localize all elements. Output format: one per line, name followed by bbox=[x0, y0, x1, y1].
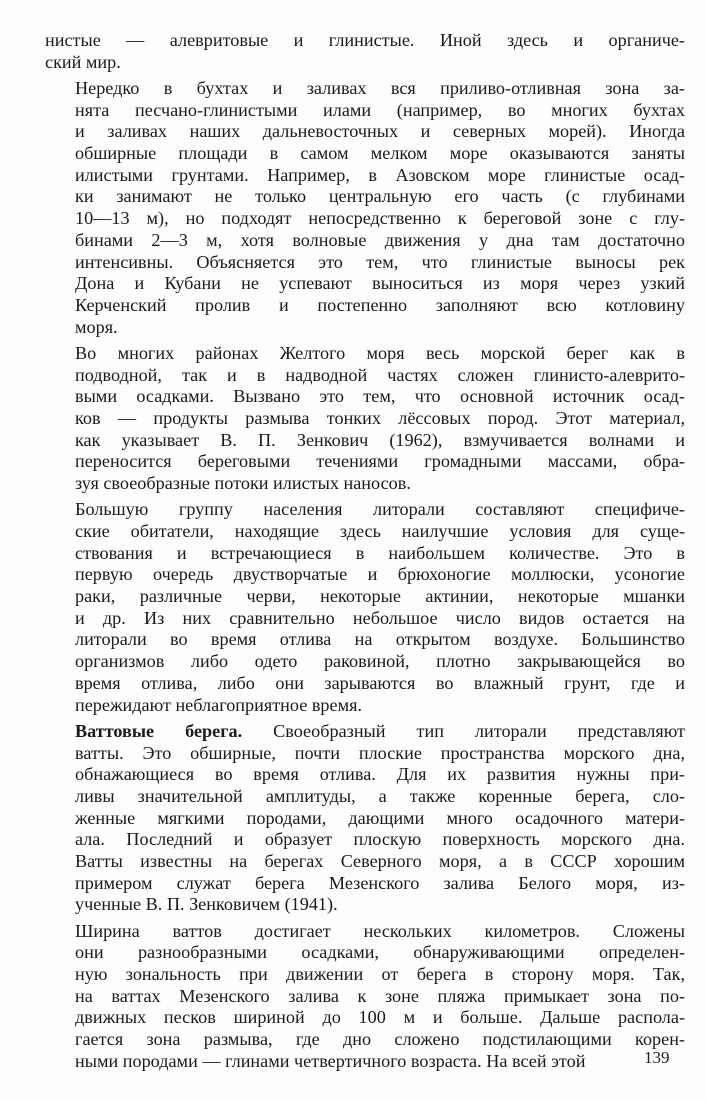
text-line: Ширина ваттов достигает нескольких километров. Сложены bbox=[75, 920, 685, 941]
text-line: ки занимают не только центральную его часть (с глубинами bbox=[75, 186, 685, 207]
text-line: ствования и встречающиеся в наибольшем количестве. Это в bbox=[75, 542, 685, 563]
text-line: Дона и Кубани не успевают выноситься из моря через узкий bbox=[75, 273, 685, 294]
text-line: зуя своеобразные потоки илистых наносов. bbox=[75, 473, 411, 494]
paragraph-p5 bbox=[45, 721, 685, 916]
page-text-column bbox=[45, 30, 685, 1077]
text-line: нистые — алевритовые и глинистые. Иной здесь и органиче- bbox=[45, 30, 685, 50]
text-line: движных песков шириной до 100 м и больше. Дальше распола- bbox=[75, 1007, 685, 1028]
text-line: нята песчано-глинистыми илами (например, во многих бухтах bbox=[75, 99, 685, 120]
text-line: 10—13 м), но подходят непосредственно к береговой зоне с глу- bbox=[75, 208, 685, 229]
text-line: пережидают неблагоприятное время. bbox=[75, 694, 363, 715]
paragraph-p2 bbox=[45, 78, 685, 338]
text-line: обнажающиеся во время отлива. Для их развития нужны при- bbox=[75, 764, 685, 785]
text-line bbox=[45, 721, 685, 743]
text-line: организмов либо одето раковиной, плотно закрывающейся во bbox=[75, 651, 685, 672]
text-line: они разнообразными осадками, обнаруживающими определен- bbox=[75, 942, 685, 963]
text-line: гается зона размыва, где дно сложено подстилающими корен- bbox=[75, 1029, 685, 1050]
text-line-content: Своеобразный тип литорали представляют bbox=[242, 720, 685, 741]
text-line: ские обитатели, находящие здесь наилучшие условия для суще- bbox=[75, 520, 685, 541]
text-line: ливы значительной амплитуды, а также коренные берега, сло- bbox=[75, 785, 685, 806]
text-line: и заливах наших дальневосточных и северных морей). Иногда bbox=[75, 121, 685, 142]
text-line: Ватты известны на берегах Северного моря, а в СССР хорошим bbox=[75, 851, 685, 872]
text-line: переносится береговыми течениями громадными массами, обра- bbox=[75, 451, 685, 472]
text-line: Во многих районах Желтого моря весь морской берег как в bbox=[75, 342, 685, 363]
text-line: илистыми грунтами. Например, в Азовском море глинистые осад- bbox=[75, 164, 685, 185]
text-line: и др. Из них сравнительно небольшое число видов остается на bbox=[75, 607, 685, 628]
text-line: первую очередь двустворчатые и брюхоногие моллюски, усоногие bbox=[75, 564, 685, 585]
section-heading: Ваттовые берега. bbox=[75, 720, 243, 741]
paragraph-p6 bbox=[45, 921, 685, 1073]
text-line: как указывает В. П. Зенкович (1962), взмучивается волнами и bbox=[75, 429, 685, 450]
text-line: литорали во время отлива на открытом воздухе. Большинство bbox=[75, 629, 685, 650]
text-line: на ваттах Мезенского залива к зоне пляжа примыкает зона по- bbox=[75, 985, 685, 1006]
text-line: ский мир. bbox=[45, 51, 121, 72]
text-line: подводной, так и в надводной частях сложен глинисто-алеврито- bbox=[75, 364, 685, 385]
text-line: Нередко в бухтах и заливах вся приливо-отливная зона за- bbox=[75, 77, 685, 98]
text-line: ную зональность при движении от берега в сторону моря. Так, bbox=[75, 964, 685, 985]
paragraph-p1 bbox=[45, 30, 685, 73]
paragraph-p4 bbox=[45, 499, 685, 716]
text-line: интенсивны. Объясняется это тем, что глинистые выносы рек bbox=[75, 251, 685, 272]
text-line: женные мягкими породами, дающими много осадочного матери- bbox=[75, 807, 685, 828]
text-line: ков — продукты размыва тонких лёссовых пород. Этот материал, bbox=[75, 407, 685, 428]
text-line: моря. bbox=[75, 316, 118, 337]
text-line: время отлива, либо они зарываются во влажный грунт, где и bbox=[75, 672, 685, 693]
text-line: ученные В. П. Зенковичем (1941). bbox=[75, 894, 338, 915]
text-line: выми осадками. Вызвано это тем, что основной источник осад- bbox=[75, 386, 685, 407]
text-line: раки, различные черви, некоторые актинии, некоторые мшанки bbox=[75, 586, 685, 607]
text-line: обширные площади в самом мелком море оказываются заняты bbox=[75, 143, 685, 164]
text-line: Большую группу населения литорали составляют специфиче- bbox=[75, 499, 685, 520]
text-line: ала. Последний и образует плоскую поверхность морского дна. bbox=[75, 829, 685, 850]
text-line: ватты. Это обширные, почти плоские пространства морского дна, bbox=[75, 742, 685, 763]
page-number: 139 bbox=[644, 1048, 670, 1067]
text-line: ными породами — глинами четвертичного возраста. На всей этой bbox=[75, 1050, 586, 1071]
text-line: примером служат берега Мезенского залива Белого моря, из- bbox=[75, 872, 685, 893]
paragraph-p3 bbox=[45, 343, 685, 495]
text-line: бинами 2—3 м, хотя волновые движения у дна там достаточно bbox=[75, 229, 685, 250]
text-line: Керченский пролив и постепенно заполняют всю котловину bbox=[75, 294, 685, 315]
